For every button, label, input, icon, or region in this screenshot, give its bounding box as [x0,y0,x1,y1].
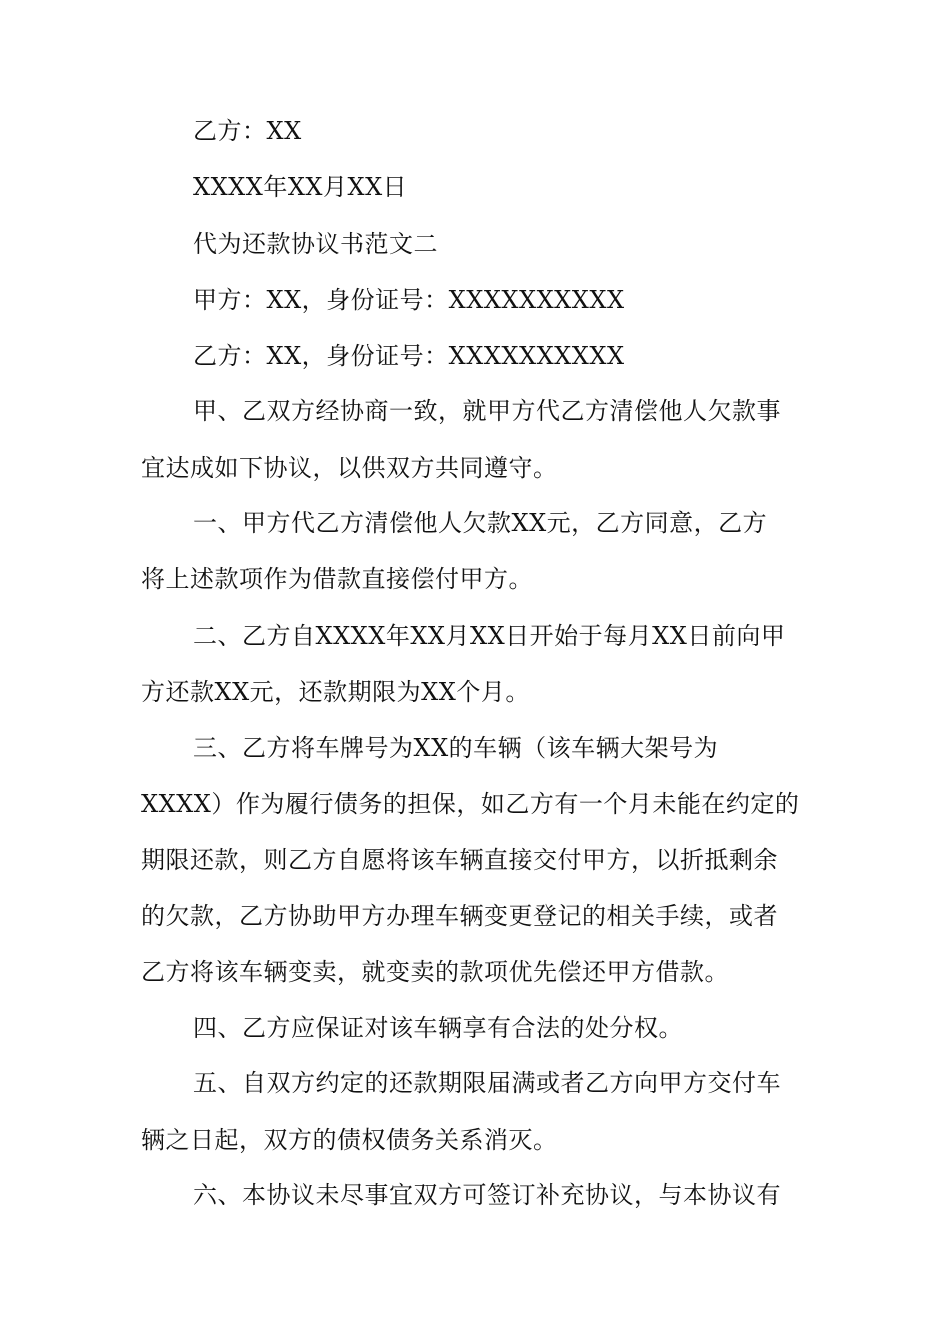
document-title: 代为还款协议书范文二 [193,230,438,258]
preamble-line-1: 甲、乙双方经协商一致，就甲方代乙方清偿他人欠款事 [193,397,781,425]
clause-1-line-1: 一、甲方代乙方清偿他人欠款XX元，乙方同意，乙方 [193,509,768,537]
signature-date-line: XXXX年XX月XX日 [193,173,408,201]
clause-5-line-2: 辆之日起，双方的债权债务关系消灭。 [141,1126,558,1154]
clause-6-line-1: 六、本协议未尽事宜双方可签订补充协议，与本协议有 [193,1181,781,1209]
party-a-info: 甲方：XX，身份证号：XXXXXXXXXX [193,286,625,314]
party-b-info: 乙方：XX，身份证号：XXXXXXXXXX [193,342,625,370]
clause-3-line-2: XXXX）作为履行债务的担保，如乙方有一个月未能在约定的 [141,790,800,818]
party-b-signature-line: 乙方：XX [193,117,302,145]
clause-3-line-1: 三、乙方将车牌号为XX的车辆（该车辆大架号为 [193,734,719,762]
clause-2-line-1: 二、乙方自XXXX年XX月XX日开始于每月XX日前向甲 [193,622,786,650]
clause-4-line-1: 四、乙方应保证对该车辆享有合法的处分权。 [193,1014,683,1042]
clause-3-line-4: 的欠款，乙方协助甲方办理车辆变更登记的相关手续，或者 [141,902,778,930]
clause-5-line-1: 五、自双方约定的还款期限届满或者乙方向甲方交付车 [193,1069,781,1097]
clause-3-line-5: 乙方将该车辆变卖，就变卖的款项优先偿还甲方借款。 [141,958,729,986]
clause-1-line-2: 将上述款项作为借款直接偿付甲方。 [141,565,533,593]
clause-2-line-2: 方还款XX元，还款期限为XX个月。 [141,678,530,706]
preamble-line-2: 宜达成如下协议，以供双方共同遵守。 [141,454,558,482]
clause-3-line-3: 期限还款，则乙方自愿将该车辆直接交付甲方，以折抵剩余 [141,846,778,874]
